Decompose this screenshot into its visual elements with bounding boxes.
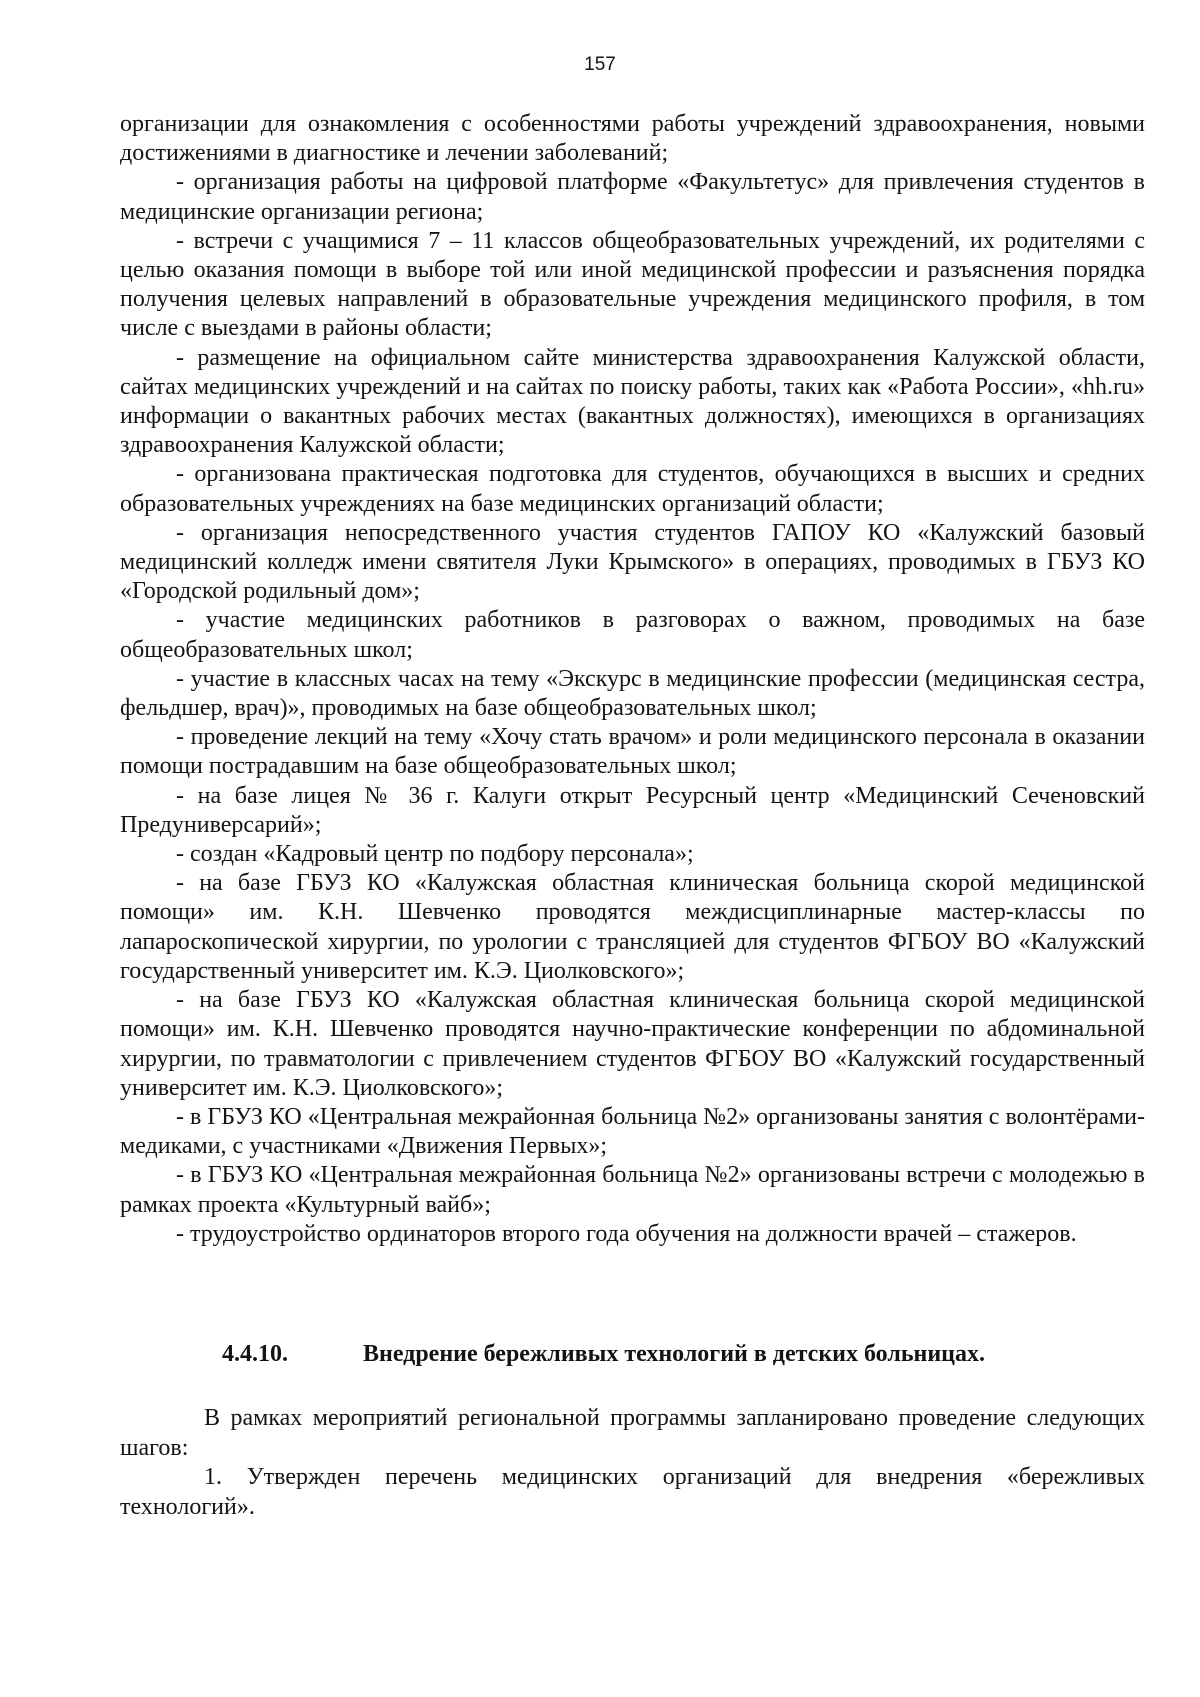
list-item: - в ГБУЗ КО «Центральная межрайонная больница №2» организованы занятия с волонтёрами-медиками, с участниками «Движения Первых»; [120, 1103, 1145, 1160]
list-item: - на базе ГБУЗ КО «Калужская областная клиническая больница скорой медицинской помощи» им. К.Н. Шевченко проводятся междисциплинарные мастер-классы по лапароскопической хирургии, по урологии с трансляцией для студентов ФГБОУ ВО «Калужский государственный университет им. К.Э. Циолковского»; [120, 870, 1145, 984]
paragraph-continuation: организации для ознакомления с особенностями работы учреждений здравоохранения, новыми достижениями в диагностике и лечении заболеваний; [120, 111, 1145, 167]
list-item: - трудоустройство ординаторов второго года обучения на должности врачей – стажеров. [176, 1220, 1077, 1247]
list-item: - в ГБУЗ КО «Центральная межрайонная больница №2» организованы встречи с молодежью в рамках проекта «Культурный вайб»; [120, 1162, 1145, 1218]
section-paragraph: 1. Утвержден перечень медицинских организаций для внедрения «бережливых технологий». [120, 1464, 1145, 1520]
list-item: - создан «Кадровый центр по подбору персонала»; [176, 841, 694, 868]
section-body [120, 1404, 1145, 1522]
body-text [120, 110, 1145, 1249]
list-item: - участие в классных часах на тему «Экскурс в медицинские профессии (медицинская сестра, фельдшер, врач)», проводимых на базе общеобразовательных школ; [120, 665, 1145, 722]
list-item: - на базе ГБУЗ КО «Калужская областная клиническая больница скорой медицинской помощи» им. К.Н. Шевченко проводятся научно-практические конференции по абдоминальной хирургии, по травматологии с привлечением студентов ФГБОУ ВО «Калужский государственный университет им. К.Э. Циолковского»; [120, 987, 1145, 1101]
list-item: - участие медицинских работников в разговорах о важном, проводимых на базе общеобразовательных школ; [120, 607, 1145, 663]
list-item: - размещение на официальном сайте министерства здравоохранения Калужской области, сайтах медицинских учреждений и на сайтах по поиску работы, таких как «Работа России», «hh.ru» информации о вакантных рабочих местах (вакантных должностях), имеющихся в организациях здравоохранения Калужской области; [120, 344, 1145, 459]
list-item: - на базе лицея № 36 г. Калуги открыт Ресурсный центр «Медицинский Сеченовский Предуниверсарий»; [120, 782, 1145, 838]
page-number: 157 [584, 54, 616, 75]
list-item: - организация непосредственного участия студентов ГАПОУ КО «Калужский базовый медицинский колледж имени святителя Луки Крымского» в операциях, проводимых в ГБУЗ КО «Городской родильный дом»; [120, 519, 1145, 605]
list-item: - встречи с учащимися 7 – 11 классов общеобразовательных учреждений, их родителями с целью оказания помощи в выборе той или иной медицинской профессии и разъяснения порядка получения целевых направлений в образовательные учреждения медицинского профиля, в том числе с выездами в районы области; [120, 227, 1145, 342]
list-item: - организована практическая подготовка для студентов, обучающихся в высших и средних образовательных учреждениях на базе медицинских организаций области; [120, 461, 1145, 517]
section-paragraph: В рамках мероприятий региональной программы запланировано проведение следующих шагов: [120, 1405, 1145, 1461]
list-item: - проведение лекций на тему «Хочу стать врачом» и роли медицинского персонала в оказании помощи пострадавшим на базе общеобразовательных школ; [120, 724, 1145, 780]
list-item: - организация работы на цифровой платформе «Факультетус» для привлечения студентов в медицинские организации региона; [120, 169, 1145, 225]
section-number: 4.4.10. [222, 1341, 288, 1367]
section-title: Внедрение бережливых технологий в детских больницах. [363, 1341, 985, 1367]
